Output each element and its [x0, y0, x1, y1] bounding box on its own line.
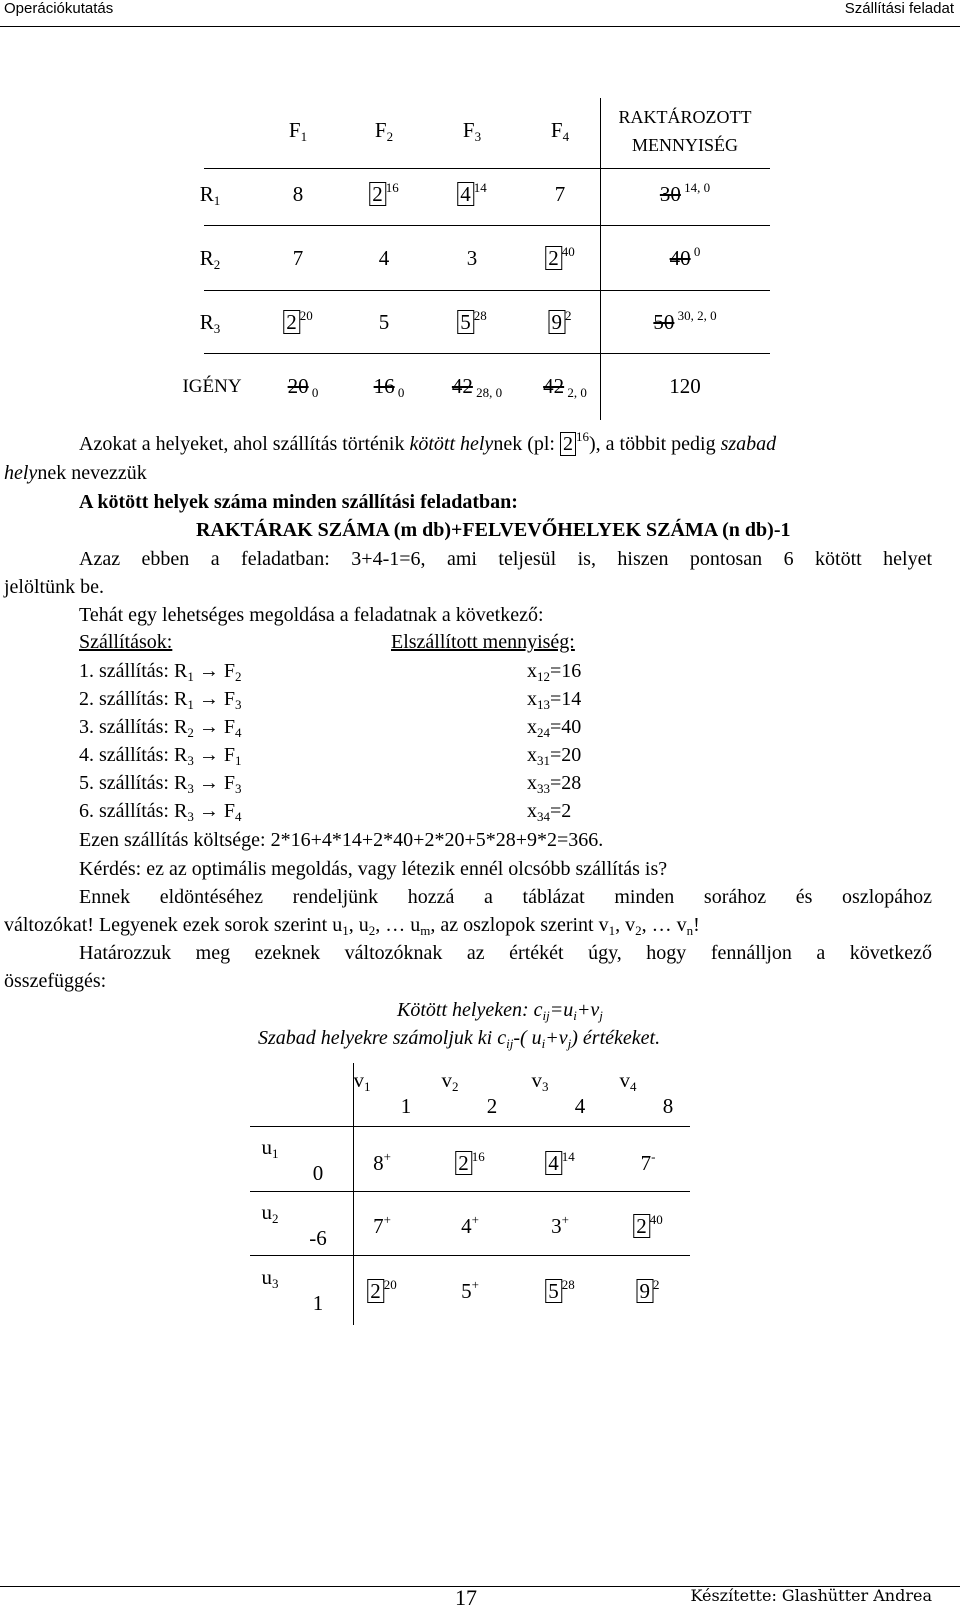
v-letter: v — [531, 1068, 542, 1092]
arrow-icon: → — [193, 688, 224, 710]
demand-cell — [374, 374, 405, 399]
text-fragment: nek nevezzük — [37, 462, 147, 484]
col-header-letter: F — [288, 118, 301, 142]
stock-header-line2: MENNYISÉG — [632, 135, 738, 155]
cost-cell — [379, 246, 390, 271]
stock-remaining: 0 — [690, 244, 701, 259]
v-label-4 — [620, 1068, 637, 1093]
route-from: 2. szállítás: R — [79, 688, 188, 710]
u-letter: u — [261, 1265, 272, 1289]
v-sub: 2 — [452, 1079, 459, 1094]
v-letter: v — [619, 1068, 630, 1092]
text-fragment: ), a többit pedig — [588, 433, 721, 455]
text-fragment: Kötött helyeken: c — [397, 999, 543, 1021]
potential-cell — [633, 1214, 663, 1239]
bound-cost: 2 — [369, 182, 386, 206]
sign-mark: + — [383, 1212, 391, 1227]
subscript: 2 — [635, 923, 642, 938]
var-value: =16 — [550, 660, 582, 682]
demand-cell — [543, 374, 587, 399]
cost-cell — [467, 246, 478, 271]
col-header-sub: 4 — [562, 129, 570, 144]
row-label-letter: R — [199, 246, 214, 270]
row-label-letter: R — [199, 182, 214, 206]
var-value: =28 — [550, 772, 582, 794]
demand-original: 42 — [451, 374, 473, 398]
text-fragment: ) értékeket. — [571, 1027, 661, 1049]
bound-cost: 9 — [549, 310, 566, 334]
cost-cell — [283, 310, 313, 335]
bound-cost: 2 — [545, 246, 562, 270]
stock-remaining: 14, 0 — [680, 180, 711, 195]
free-cost: 7 — [640, 1151, 652, 1175]
demand-remaining: 0 — [394, 385, 405, 400]
free-cost: 7 — [373, 1214, 384, 1238]
col-header-f4 — [551, 118, 569, 143]
free-cost: 8 — [292, 182, 304, 206]
subscript: 2 — [368, 923, 376, 938]
v-sub: 1 — [364, 1079, 371, 1094]
allocation-amount: 28 — [473, 308, 487, 323]
sign-mark: - — [651, 1149, 656, 1164]
route-to: F — [223, 660, 235, 682]
arrow-icon: → — [193, 716, 224, 738]
free-cost: 7 — [292, 246, 304, 270]
shipment-route — [79, 741, 241, 769]
subscript: ij — [542, 1008, 550, 1023]
var-value: =40 — [550, 716, 582, 738]
text-fragment: Szabad helyekre számoljuk ki c — [258, 1027, 507, 1049]
bound-cost: 2 — [283, 310, 300, 334]
u-value: -6 — [309, 1226, 327, 1250]
u-value: 0 — [312, 1161, 324, 1185]
stock-original: 30 — [659, 182, 681, 206]
text-fragment: , az oszlopok szerint v — [430, 914, 609, 936]
bound-cost: 4 — [457, 182, 474, 206]
cost-cell — [379, 310, 390, 335]
demand-label: IGÉNY — [182, 376, 242, 397]
potential-cell — [545, 1151, 575, 1176]
route-to-sub: 3 — [234, 697, 242, 712]
stock-cell — [653, 310, 716, 335]
free-cost: 4 — [378, 246, 390, 270]
cost-cell — [457, 310, 487, 335]
sign-mark: + — [383, 1149, 391, 1164]
table-vertical-rule — [600, 98, 601, 420]
var-sub: 31 — [537, 753, 550, 768]
v-value: 2 — [486, 1094, 498, 1118]
text-fragment: , v — [615, 914, 636, 936]
potential-cell — [637, 1279, 660, 1304]
text-fragment: Azokat a helyeket, ahol szállítás történik — [79, 433, 410, 455]
question-line: Kérdés: ez az optimális megoldás, vagy létezik ennél olcsóbb szállítás is? — [79, 858, 668, 880]
table-rule — [204, 353, 770, 354]
table-rule — [250, 1255, 690, 1256]
route-to-sub: 4 — [234, 809, 242, 824]
formula-bound-cells — [397, 996, 603, 1025]
route-from: 5. szállítás: R — [79, 772, 188, 794]
cost-cell — [545, 246, 575, 271]
u-label-2 — [262, 1200, 279, 1225]
subscript: i — [541, 1036, 546, 1051]
demand-original: 42 — [543, 374, 565, 398]
route-to-sub: 1 — [234, 753, 242, 768]
shipment-amount — [527, 713, 581, 741]
col-header-sub: 3 — [474, 129, 482, 144]
shipment-route — [79, 657, 241, 685]
row-label-sub: 2 — [213, 257, 221, 272]
paragraph-check-line2: jelöltünk be. — [4, 576, 104, 598]
u-value: 1 — [312, 1291, 324, 1315]
bold-rule-formula: RAKTÁRAK SZÁMA (m db)+FELVEVŐHELYEK SZÁMA (n db)-1 — [196, 519, 791, 541]
header-rule — [0, 26, 960, 27]
u-label-3 — [262, 1265, 279, 1290]
formula-free-cells — [258, 1024, 660, 1053]
v-label-3 — [532, 1068, 549, 1093]
shipment-amount — [527, 685, 581, 713]
v-label-1 — [354, 1068, 371, 1093]
allocation-amount: 14 — [473, 180, 487, 195]
term-free-cell: hely — [4, 462, 38, 484]
subscript: 1 — [608, 923, 616, 938]
arrow-icon: → — [193, 772, 224, 794]
example-sup: 16 — [575, 429, 589, 444]
route-from-sub: 1 — [187, 697, 194, 712]
shipment-amount — [527, 741, 581, 769]
text-fragment: +v — [545, 1027, 568, 1049]
subscript: ij — [506, 1036, 514, 1051]
bound-cost: 5 — [457, 310, 474, 334]
paragraph-bound-cells — [79, 430, 776, 459]
subscript: m — [420, 923, 431, 938]
v-letter: v — [441, 1068, 452, 1092]
list-heading-amount: Elszállított mennyiség: — [391, 631, 575, 653]
text-fragment: -( u — [513, 1027, 542, 1049]
row-label-r1 — [200, 182, 221, 207]
header-title-right: Szállítási feladat — [844, 0, 954, 17]
route-from-sub: 2 — [187, 725, 194, 740]
paragraph-relation-line1: Határozzuk meg ezeknek változóknak az értékét úgy, hogy fennálljon a következő — [79, 942, 932, 964]
allocation-amount: 28 — [561, 1277, 575, 1292]
potential-cell — [551, 1214, 569, 1239]
v-value: 4 — [574, 1094, 586, 1118]
col-header-f2 — [375, 118, 393, 143]
potential-cell — [461, 1214, 479, 1239]
text-fragment: , … u — [375, 914, 421, 936]
var-sub: 33 — [537, 781, 550, 796]
u-letter: u — [261, 1135, 272, 1159]
text-fragment: =u — [549, 999, 574, 1021]
sign-mark: + — [471, 1277, 479, 1292]
free-cost: 7 — [554, 182, 566, 206]
stock-cell — [670, 246, 701, 271]
row-label-letter: R — [199, 310, 214, 334]
subscript: i — [573, 1008, 577, 1023]
u-label-1 — [262, 1135, 279, 1160]
free-cost: 3 — [466, 246, 478, 270]
route-to: F — [223, 772, 235, 794]
row-label-sub: 1 — [213, 193, 221, 208]
route-from: 3. szállítás: R — [79, 716, 188, 738]
route-from-sub: 3 — [187, 781, 194, 796]
subscript: n — [686, 923, 694, 938]
potential-cell — [461, 1279, 479, 1304]
boxed-example: 2 — [560, 432, 576, 456]
cost-cell — [457, 182, 487, 207]
u-letter: u — [261, 1200, 272, 1224]
sign-mark: + — [471, 1212, 479, 1227]
demand-original: 16 — [373, 374, 395, 398]
v-sub: 3 — [542, 1079, 549, 1094]
shipment-route — [79, 797, 241, 825]
var-name: x — [527, 688, 537, 710]
free-cost: 8 — [373, 1151, 384, 1175]
u-sub: 3 — [272, 1276, 279, 1291]
cost-cell — [555, 182, 566, 207]
page-number: 17 — [455, 1585, 477, 1610]
var-sub: 13 — [537, 697, 550, 712]
table-vertical-rule — [353, 1063, 354, 1325]
paragraph-solution-intro: Tehát egy lehetséges megoldása a feladatnak a következő: — [79, 604, 544, 626]
list-heading-shipments: Szállítások: — [79, 631, 173, 653]
paragraph-bound-cells-line2 — [4, 459, 147, 488]
route-to: F — [223, 744, 235, 766]
route-from-sub: 3 — [187, 809, 194, 824]
route-to-sub: 2 — [234, 669, 242, 684]
route-to-sub: 3 — [234, 781, 242, 796]
col-header-sub: 2 — [386, 129, 394, 144]
v-label-2 — [442, 1068, 459, 1093]
demand-remaining: 2, 0 — [564, 385, 587, 400]
text-fragment: , … v — [641, 914, 687, 936]
allocation-amount: 40 — [649, 1212, 663, 1227]
paragraph-variables-line1: Ennek eldöntéséhez rendeljünk hozzá a táblázat minden sorához és oszlopához — [79, 886, 932, 908]
route-to: F — [223, 688, 235, 710]
author-credit: Készítette: Glashütter Andrea — [690, 1586, 932, 1605]
potential-cell — [373, 1151, 391, 1176]
paragraph-relation-line2: összefüggés: — [4, 970, 107, 992]
stock-cell — [660, 182, 710, 207]
subscript: j — [567, 1036, 572, 1051]
stock-remaining: 30, 2, 0 — [674, 308, 717, 323]
potential-cell — [367, 1279, 397, 1304]
potential-cell — [545, 1279, 575, 1304]
demand-original: 20 — [287, 374, 309, 398]
free-cost: 5 — [461, 1279, 472, 1303]
arrow-icon: → — [193, 660, 224, 682]
potential-cell — [641, 1151, 656, 1176]
cost-cell — [293, 182, 304, 207]
table-rule — [250, 1126, 690, 1127]
col-header-sub: 1 — [300, 129, 308, 144]
u-sub: 2 — [272, 1211, 279, 1226]
row-label-r3 — [200, 310, 221, 335]
var-sub: 34 — [537, 809, 550, 824]
term-free-cell: szabad — [720, 433, 777, 455]
route-from: 4. szállítás: R — [79, 744, 188, 766]
table-rule — [204, 168, 770, 169]
col-header-letter: F — [374, 118, 387, 142]
v-value: 8 — [662, 1094, 674, 1118]
text-fragment: nek (pl: — [493, 433, 560, 455]
shipment-amount — [527, 769, 581, 797]
cost-cell — [369, 182, 399, 207]
allocation-amount: 2 — [565, 308, 572, 323]
bound-cost: 2 — [633, 1214, 650, 1238]
stock-header-line1: RAKTÁROZOTT — [618, 107, 752, 127]
var-name: x — [527, 800, 537, 822]
text-fragment: , u — [348, 914, 369, 936]
var-value: =2 — [550, 800, 572, 822]
var-sub: 12 — [537, 669, 550, 684]
bound-cost: 5 — [545, 1279, 562, 1303]
col-header-f1 — [289, 118, 307, 143]
col-header-letter: F — [462, 118, 475, 142]
allocation-amount: 20 — [299, 308, 313, 323]
route-from-sub: 1 — [187, 669, 194, 684]
allocation-amount: 2 — [653, 1277, 660, 1292]
var-name: x — [527, 660, 537, 682]
subscript: 1 — [342, 923, 349, 938]
sign-mark: + — [561, 1212, 569, 1227]
paragraph-check-line1: Azaz ebben a feladatban: 3+4-1=6, ami teljesül is, hiszen pontosan 6 kötött helyet — [79, 548, 932, 570]
cost-line: Ezen szállítás költsége: 2*16+4*14+2*40+2*20+5*28+9*2=366. — [79, 829, 604, 851]
header-title-left: Operációkutatás — [4, 0, 114, 17]
term-bound-cell: kötött hely — [409, 433, 494, 455]
text-fragment: változókat! Legyenek ezek sorok szerint u — [4, 914, 343, 936]
demand-cell — [288, 374, 319, 399]
var-name: x — [527, 744, 537, 766]
paragraph-variables-line2 — [4, 911, 700, 940]
col-header-letter: F — [550, 118, 563, 142]
shipment-route — [79, 685, 241, 713]
arrow-icon: → — [193, 800, 224, 822]
text-fragment: ! — [693, 914, 700, 936]
bound-cost: 2 — [367, 1279, 384, 1303]
cost-cell — [549, 310, 572, 335]
bound-cost: 9 — [637, 1279, 654, 1303]
var-name: x — [527, 772, 537, 794]
demand-remaining: 0 — [308, 385, 319, 400]
text-fragment: +v — [576, 999, 600, 1021]
arrow-icon: → — [193, 744, 224, 766]
route-from-sub: 3 — [187, 753, 194, 768]
route-to: F — [223, 800, 235, 822]
allocation-amount: 20 — [383, 1277, 397, 1292]
total-amount: 120 — [669, 374, 701, 398]
allocation-amount: 16 — [471, 1149, 485, 1164]
free-cost: 3 — [551, 1214, 562, 1238]
v-sub: 4 — [630, 1079, 637, 1094]
shipment-amount — [527, 657, 581, 685]
bound-cost: 4 — [545, 1151, 562, 1175]
v-value: 1 — [400, 1094, 412, 1118]
route-to: F — [223, 716, 235, 738]
bold-rule-heading: A kötött helyek száma minden szállítási feladatban: — [79, 491, 518, 513]
allocation-amount: 16 — [385, 180, 399, 195]
v-letter: v — [353, 1068, 364, 1092]
var-value: =20 — [550, 744, 582, 766]
shipment-amount — [527, 797, 571, 825]
var-value: =14 — [550, 688, 582, 710]
row-label-sub: 3 — [213, 321, 221, 336]
shipment-route — [79, 769, 241, 797]
col-header-f3 — [463, 118, 481, 143]
table-rule — [250, 1191, 690, 1192]
stock-original: 40 — [669, 246, 691, 270]
demand-remaining: 28, 0 — [472, 385, 503, 400]
allocation-amount: 40 — [561, 244, 575, 259]
var-sub: 24 — [537, 725, 550, 740]
allocation-amount: 14 — [561, 1149, 575, 1164]
subscript: j — [599, 1008, 603, 1023]
cost-cell — [293, 246, 304, 271]
bound-cost: 2 — [455, 1151, 472, 1175]
table-rule — [204, 290, 770, 291]
shipment-route — [79, 713, 241, 741]
potential-cell — [373, 1214, 391, 1239]
var-name: x — [527, 716, 537, 738]
stock-original: 50 — [653, 310, 675, 334]
u-sub: 1 — [272, 1146, 279, 1161]
free-cost: 5 — [378, 310, 390, 334]
route-from: 1. szállítás: R — [79, 660, 188, 682]
route-from: 6. szállítás: R — [79, 800, 188, 822]
potential-cell — [455, 1151, 485, 1176]
free-cost: 4 — [461, 1214, 472, 1238]
row-label-r2 — [200, 246, 221, 271]
table-rule — [204, 225, 770, 226]
route-to-sub: 4 — [234, 725, 242, 740]
demand-cell — [452, 374, 502, 399]
